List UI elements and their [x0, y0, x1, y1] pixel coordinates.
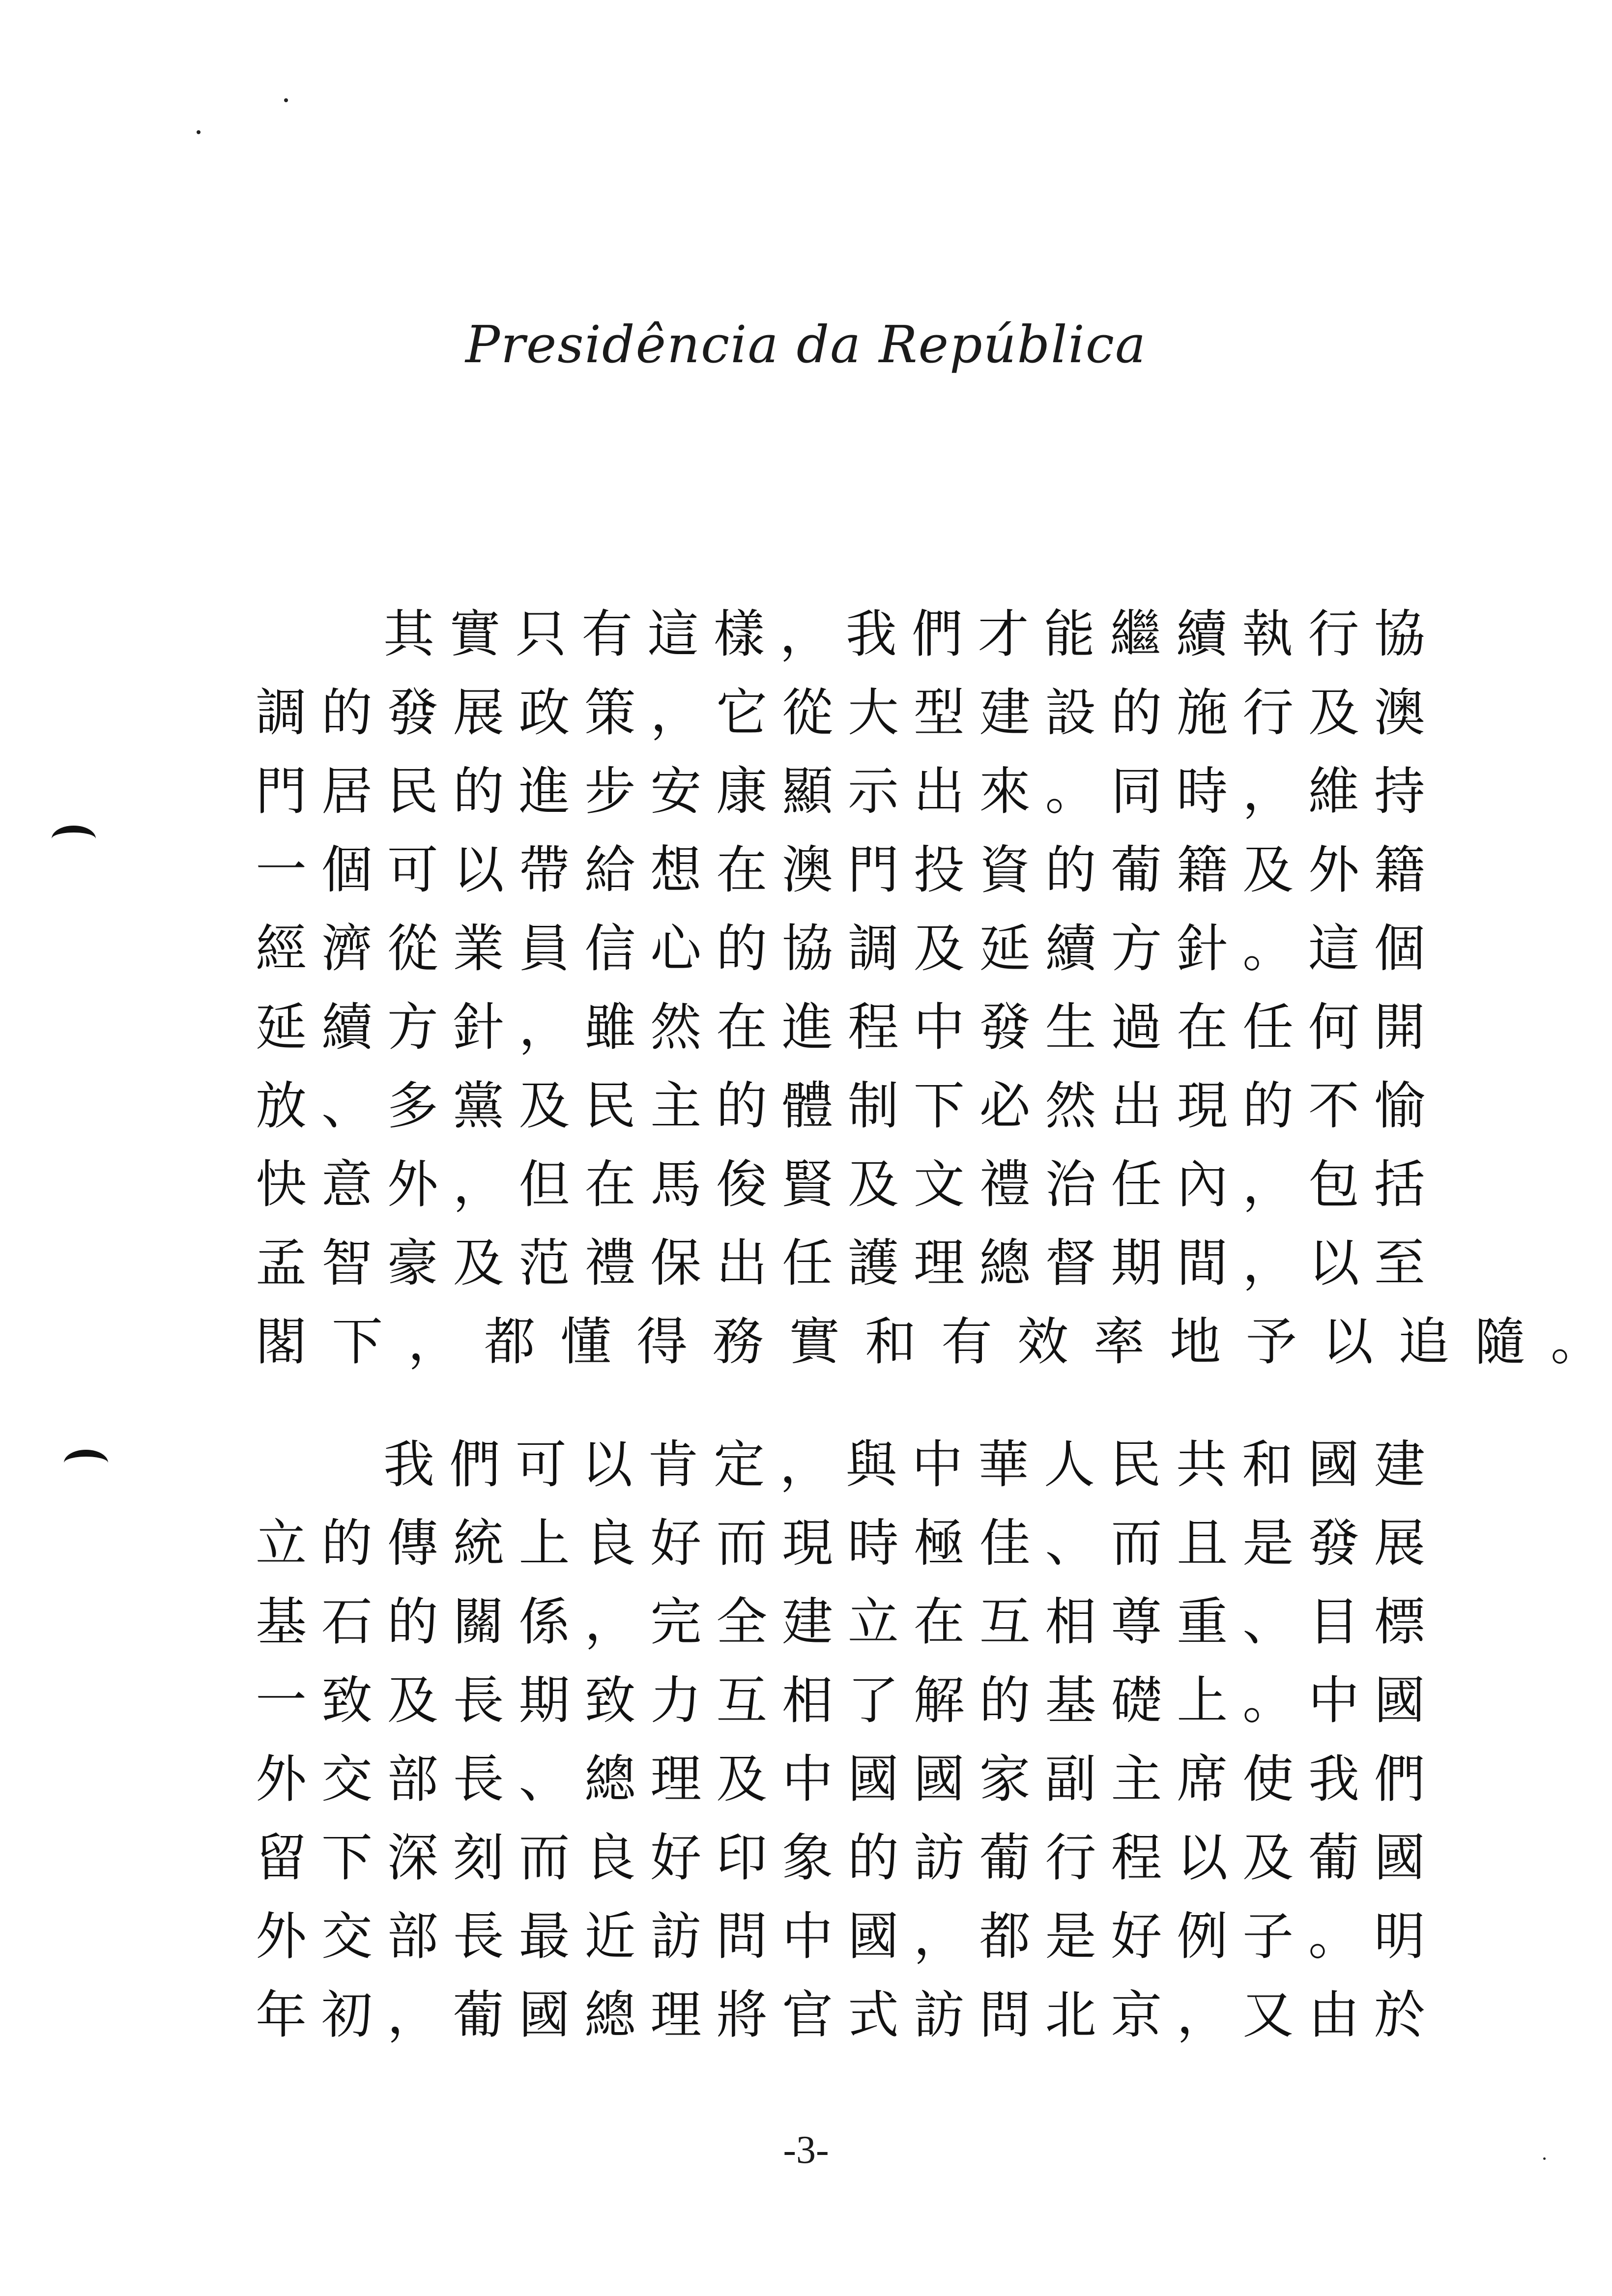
text-line: 閣 下 ， 都 懂 得 務 實 和 有 效 率 地 予 以 追 隨 。 — [256, 1312, 1602, 1372]
text-line: 其 實 只 有 這 樣 ， 我 們 才 能 繼 續 執 行 協 — [383, 604, 1425, 664]
text-line: 快 意 外 ， 但 在 馬 俊 賢 及 文 禮 治 任 內 ， 包 括 — [256, 1154, 1425, 1214]
text-line: 延 續 方 針 ， 雖 然 在 進 程 中 發 生 過 在 任 何 開 — [256, 997, 1425, 1057]
text-line: 立 的 傳 統 上 良 好 而 現 時 極 佳 、 而 且 是 發 展 — [256, 1513, 1425, 1573]
text-line: 門 居 民 的 進 步 安 康 顯 示 出 來 。 同 時 ， 維 持 — [256, 761, 1425, 821]
text-line: 經 濟 從 業 員 信 心 的 協 調 及 延 續 方 針 。 這 個 — [256, 918, 1425, 978]
scan-speck — [284, 98, 288, 102]
text-line: 一 致 及 長 期 致 力 互 相 了 解 的 基 礎 上 。 中 國 — [256, 1670, 1425, 1730]
letterhead: Presidência da República — [465, 315, 1147, 374]
punch-hole-mark — [64, 1450, 108, 1476]
text-line: 我 們 可 以 肯 定 ， 與 中 華 人 民 共 和 國 建 — [383, 1435, 1425, 1494]
text-line: 留 下 深 刻 而 良 好 印 象 的 訪 葡 行 程 以 及 葡 國 — [256, 1828, 1425, 1888]
text-line: 外 交 部 長 、 總 理 及 中 國 國 家 副 主 席 使 我 們 — [256, 1749, 1425, 1809]
paragraph-1 — [256, 595, 1602, 1381]
text-line: 調 的 發 展 政 策 ， 它 從 大 型 建 設 的 施 行 及 澳 — [256, 683, 1425, 743]
punch-hole-mark — [52, 826, 96, 852]
paragraph-2 — [256, 1425, 1425, 2054]
text-line: 外 交 部 長 最 近 訪 問 中 國 ， 都 是 好 例 子 。 明 — [256, 1906, 1425, 1966]
text-line: 基 石 的 關 係 ， 完 全 建 立 在 互 相 尊 重 、 目 標 — [256, 1592, 1425, 1652]
text-line: 放 、 多 黨 及 民 主 的 體 制 下 必 然 出 現 的 不 愉 — [256, 1076, 1425, 1136]
page-number: -3- — [783, 2128, 829, 2172]
text-line: 孟 智 豪 及 范 禮 保 出 任 護 理 總 督 期 間 ， 以 至 — [256, 1233, 1425, 1293]
scan-speck — [197, 130, 201, 134]
text-line: 一 個 可 以 帶 給 想 在 澳 門 投 資 的 葡 籍 及 外 籍 — [256, 840, 1425, 900]
text-line: 年 初 ， 葡 國 總 理 將 官 式 訪 問 北 京 ， 又 由 於 — [256, 1985, 1425, 2045]
